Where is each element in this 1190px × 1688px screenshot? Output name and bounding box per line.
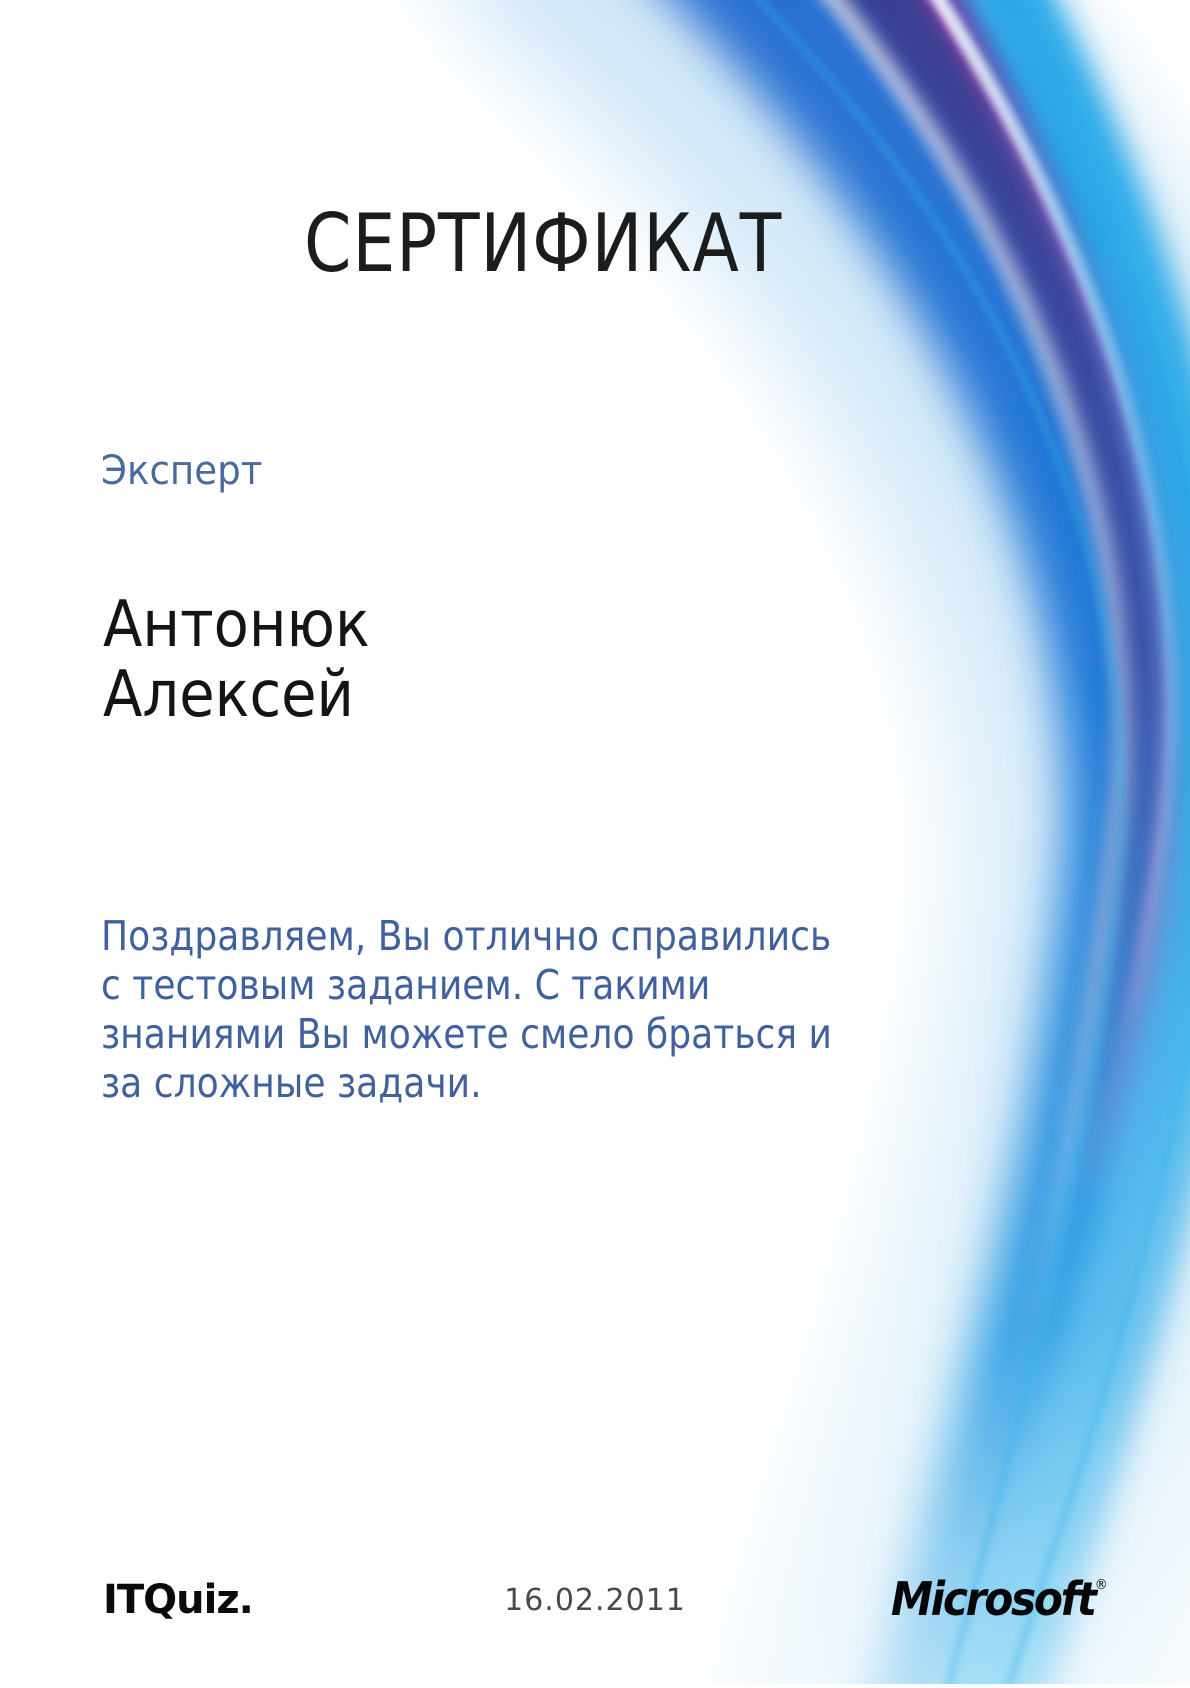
message-line: с тестовым заданием. С такими <box>101 961 711 1009</box>
recipient-last-name: Антонюк <box>103 588 370 662</box>
microsoft-logo <box>891 1572 1108 1626</box>
issue-date: 16.02.2011 <box>504 1583 686 1618</box>
recipient-name <box>103 590 370 730</box>
itquiz-logo: ITQuiz. <box>103 1577 253 1623</box>
congratulation-message <box>101 912 832 1108</box>
registered-trademark-icon: ® <box>1095 1577 1108 1593</box>
message-line: Поздравляем, Вы отлично справились <box>101 912 832 960</box>
message-line: за сложные задачи. <box>101 1059 482 1107</box>
certificate-title: СЕРТИФИКАТ <box>304 197 783 290</box>
role-label: Эксперт <box>101 448 263 494</box>
recipient-first-name: Алексей <box>103 658 354 732</box>
microsoft-logo-text: Microsoft <box>891 1572 1096 1626</box>
message-line: знаниями Вы можете смело браться и <box>101 1010 833 1058</box>
